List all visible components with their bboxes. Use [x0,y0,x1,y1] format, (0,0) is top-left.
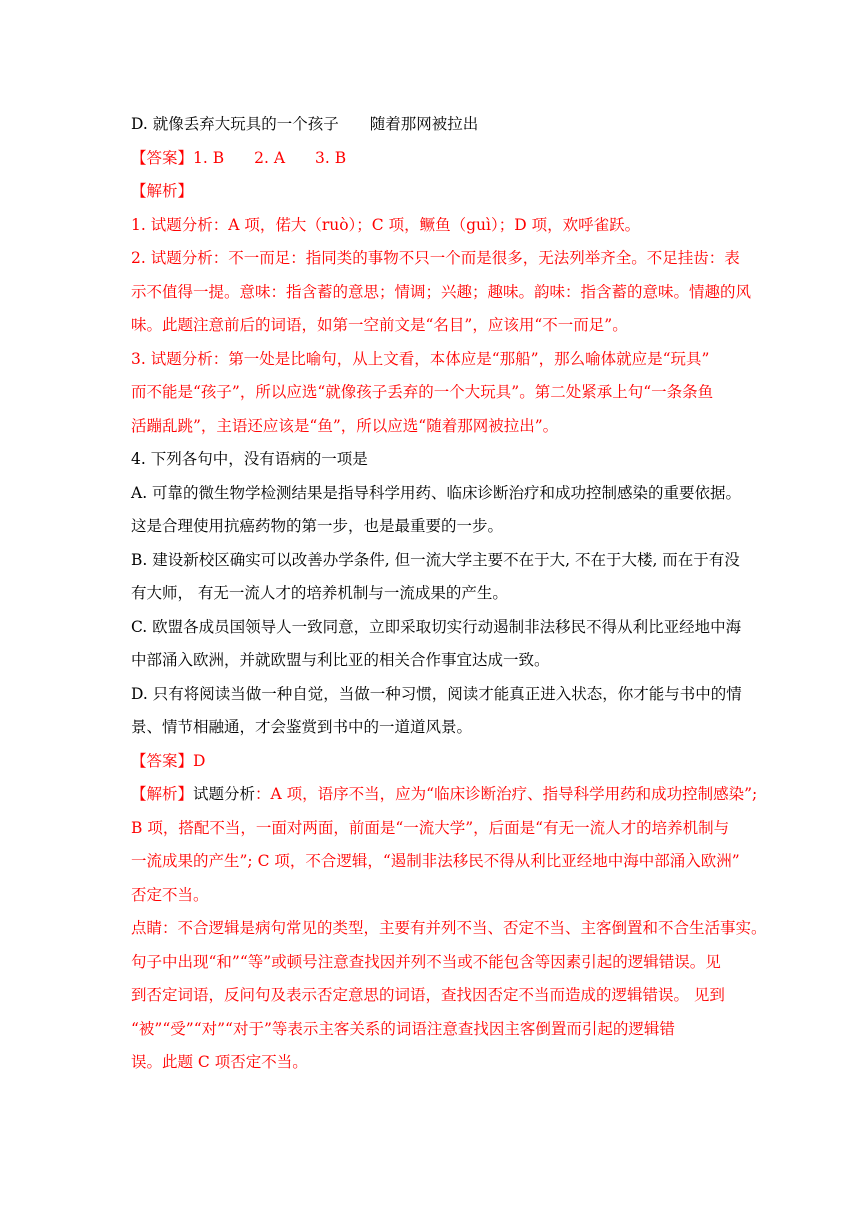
option-d-part1: 就像丢弃大玩具的一个孩子 [152,115,339,133]
analysis-2-line-3: 味。此题注意前后的词语，如第一空前文是“名目”，应该用“不一而足”。 [131,316,628,334]
answer-1-3 [131,142,731,176]
comment-line-3: 到否定词语，反问句及表示否定意思的词语，查找因否定不当而造成的逻辑错误。 见到 [131,986,725,1004]
answer-1: 1. B [193,148,225,167]
question-4-option-a-line-1: A. 可靠的微生物学检测结果是指导科学用药、临床诊断治疗和成功控制感染的重要依据。 [131,483,742,502]
analysis-4-line-1 [131,778,758,812]
document-page [131,108,767,1080]
answer-4-label: 【答案】 [131,751,194,770]
comment-line-5: 误。此题 C 项否定不当。 [131,1053,308,1071]
analysis-4-line-4: 否定不当。 [131,885,209,904]
option-d-part2: 随着那网被拉出 [369,115,479,133]
analysis-2-line-2: 示不值得一提。意味：指含蓄的意思；情调；兴趣；趣味。韵味：指含蓄的意味。情趣的风 [131,282,752,301]
question-4-option-d-line-1: D. 只有将阅读当做一种自觉，当做一种习惯，阅读才能真正进入状态，你才能与书中的情 [131,684,742,703]
answer-3: 3. B [315,148,347,167]
analysis-4-text: ：A 项，语序不当，应为“临床诊断治疗、指导科学用药和成功控制感染”; [255,785,758,803]
analysis-4-prefix: 试题分析 [193,785,256,803]
question-4-option-a-line-2: 这是合理使用抗癌药物的第一步，也是最重要的一步。 [131,517,504,535]
analysis-2-line-1: 2. 试题分析：不一而足：指同类的事物不只一个而是很多，无法列举齐全。不足挂齿：表 [131,249,740,267]
question-4-option-b-line-1: B. 建设新校区确实可以改善办学条件, 但一流大学主要不在于大, 不在于大楼, 而在于有没 [131,550,740,569]
answer-4 [131,745,731,779]
answer-2: 2. A [254,148,286,167]
comment-line-1: 点睛：不合逻辑是病句常见的类型，主要有并列不当、否定不当、主客倒置和不合生活事实。 [131,919,767,937]
comment-line-4: “被”“受”“对”“对于”等表示主客关系的词语注意查找因主客倒置而引起的逻辑错 [131,1019,675,1038]
analysis-3-line-2: 而不能是“孩子”，所以应选“就像孩子丢弃的一个大玩具”。第二处紧承上句“一条条鱼 [131,383,714,401]
question-4-option-c-line-2: 中部涌入欧洲，并就欧盟与利比亚的相关合作事宜达成一致。 [131,651,550,669]
question-4-stem: 4. 下列各句中，没有语病的一项是 [131,450,368,468]
analysis-4-label: 【解析】 [131,785,194,803]
analysis-4-line-3: 一流成果的产生”; C 项，不合逻辑，“遏制非法移民不得从利比亚经地中海中部涌入欧洲” [131,852,740,870]
question-4-option-c-line-1: C. 欧盟各成员国领导人一致同意，立即采取切实行动遏制非法移民不得从利比亚经地中海 [131,617,742,636]
analysis-3-line-1: 3. 试题分析：第一处是比喻句，从上文看，本体应是“那船”，那么喻体就应是“玩具” [131,349,710,368]
analysis-4-line-2: B 项，搭配不当，一面对两面，前面是“一流大学”，后面是“有无一流人才的培养机制与 [131,818,730,837]
option-d-letter: D. [131,115,148,133]
question-4-option-b-line-2: 有大师， 有无一流人才的培养机制与一流成果的产生。 [131,584,508,602]
answer-label: 【答案】 [131,148,194,167]
comment-line-2: 句子中出现“和”“等”或顿号注意查找因并列不当或不能包含等因素引起的逻辑错误。见 [131,952,721,971]
answer-4-value: D [193,751,206,770]
question-4-option-d-line-2: 景、情节相融通，才会鉴赏到书中的一道道风景。 [131,718,473,736]
analysis-label: 【解析】 [131,182,194,200]
analysis-1-line-1: 1. 试题分析：A 项，偌大（ruò）；C 项，鳜鱼（guì）；D 项，欢呼雀跃。 [131,215,641,234]
option-d-previous [131,108,731,142]
analysis-3-line-3: 活蹦乱跳”，主语还应该是“鱼”，所以应选“随着那网被拉出”。 [131,416,559,435]
